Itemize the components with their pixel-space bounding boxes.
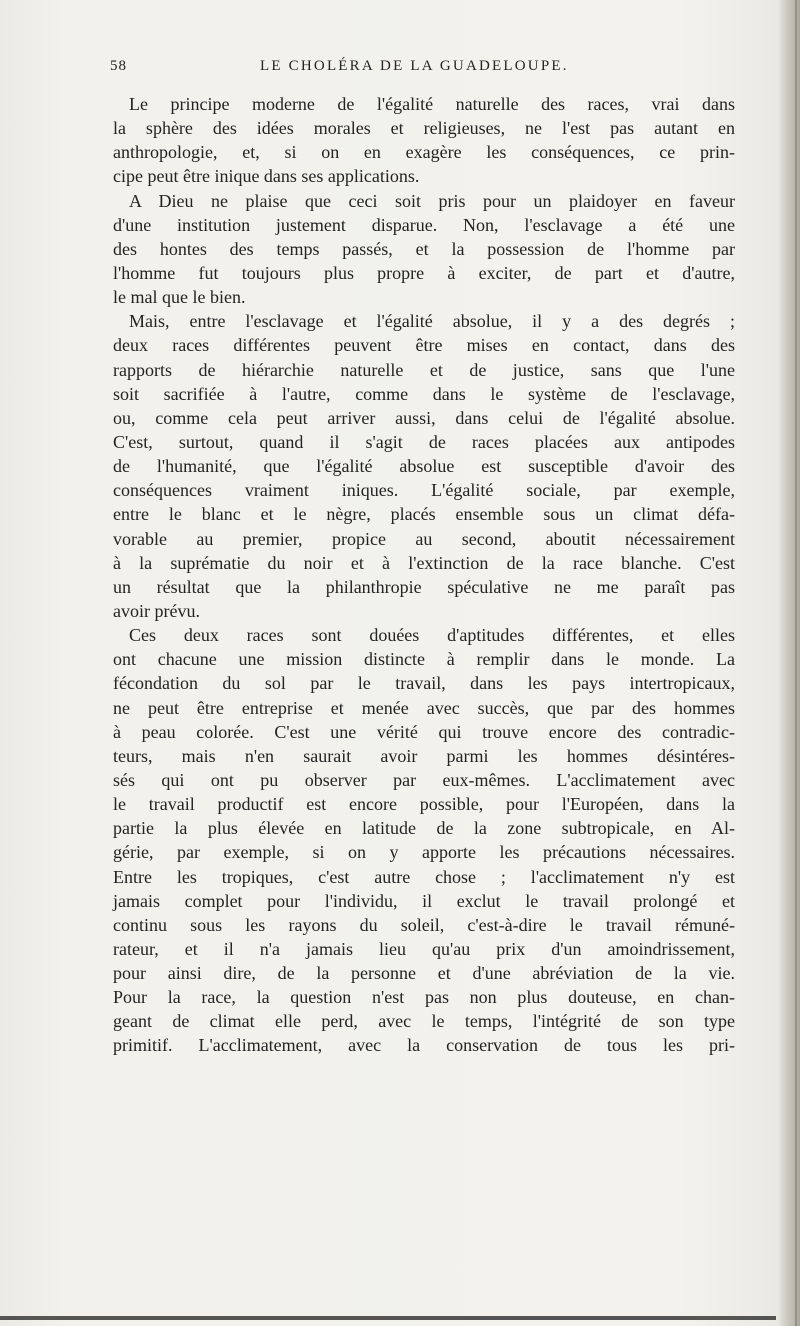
text-line: avoir prévu. <box>113 600 200 621</box>
text-line: conséquences vraiment iniques. L'égalité sociale, par exemple, <box>113 480 735 501</box>
body-text <box>113 92 735 1058</box>
text-line: fécondation du sol par le travail, dans les pays intertropicaux, <box>113 673 735 694</box>
text-line: rapports de hiérarchie naturelle et de justice, sans que l'une <box>113 359 735 380</box>
text-line: gérie, par exemple, si on y apporte les précautions nécessaires. <box>113 842 735 863</box>
text-line: C'est, surtout, quand il s'agit de races placées aux antipodes <box>113 431 735 452</box>
text-line: deux races différentes peuvent être mises en contact, dans des <box>113 335 735 356</box>
text-line: partie la plus élevée en latitude de la zone subtropicale, en Al- <box>113 818 735 839</box>
text-line: entre le blanc et le nègre, placés ensemble sous un climat défa- <box>113 504 735 525</box>
text-line: Le principe moderne de l'égalité naturelle des races, vrai dans <box>129 94 735 114</box>
text-line: cipe peut être inique dans ses applications. <box>113 166 420 187</box>
text-line: des hontes des temps passés, et la possession de l'homme par <box>113 238 735 259</box>
text-line: ne peut être entreprise et menée avec succès, que par des hommes <box>113 697 735 718</box>
text-line: Ces deux races sont douées d'aptitudes différentes, et elles <box>129 625 735 646</box>
text-line: jamais complet pour l'individu, il exclut le travail prolongé et <box>113 890 735 911</box>
text-line: rateur, et il n'a jamais lieu qu'au prix d'un amoindrissement, <box>113 938 735 959</box>
text-line: Mais, entre l'esclavage et l'égalité absolue, il y a des degrés ; <box>129 311 735 332</box>
text-line: Pour la race, la question n'est pas non plus douteuse, en chan- <box>113 987 735 1008</box>
text-line: l'homme fut toujours plus propre à exciter, de part et d'autre, <box>113 262 735 283</box>
text-line: primitif. L'acclimatement, avec la conservation de tous les pri- <box>113 1035 735 1056</box>
text-line: ont chacune une mission distincte à remplir dans le monde. La <box>113 649 735 670</box>
text-line: A Dieu ne plaise que ceci soit pris pour un plaidoyer en faveur <box>129 190 735 211</box>
text-line: la sphère des idées morales et religieuses, ne l'est pas autant en <box>113 118 735 139</box>
text-line: ou, comme cela peut arriver aussi, dans celui de l'égalité absolue. <box>113 407 735 428</box>
text-line: continu sous les rayons du soleil, c'est-à-dire le travail rémuné- <box>113 914 735 935</box>
text-line: soit sacrifiée à l'autre, comme dans le système de l'esclavage, <box>113 383 735 404</box>
text-line: vorable au premier, propice au second, aboutit nécessairement <box>113 528 735 549</box>
running-head: LE CHOLÉRA DE LA GUADELOUPE. <box>260 58 569 74</box>
text-line: à la suprématie du noir et à l'extinction de la race blanche. C'est <box>113 552 735 573</box>
page-number: 58 <box>110 58 127 74</box>
text-line: sés qui ont pu observer par eux-mêmes. L'acclimatement avec <box>113 769 735 790</box>
text-line: pour ainsi dire, de la personne et d'une abréviation de la vie. <box>113 963 735 984</box>
text-line: anthropologie, et, si on en exagère les conséquences, ce prin- <box>113 142 735 163</box>
binding-edge <box>778 0 800 1326</box>
text-line: de l'humanité, que l'égalité absolue est susceptible d'avoir des <box>113 456 735 477</box>
text-line: teurs, mais n'en saurait avoir parmi les hommes désintéres- <box>113 745 735 766</box>
text-line: d'une institution justement disparue. Non, l'esclavage a été une <box>113 214 735 235</box>
bottom-edge-rule <box>0 1316 776 1320</box>
text-line: à peau colorée. C'est une vérité qui trouve encore des contradic- <box>113 721 735 742</box>
text-line: Entre les tropiques, c'est autre chose ; l'acclimatement n'y est <box>113 866 735 887</box>
text-line: un résultat que la philanthropie spéculative ne me paraît pas <box>113 576 735 597</box>
page-header <box>110 58 730 84</box>
text-line: le travail productif est encore possible, pour l'Européen, dans la <box>113 794 735 815</box>
text-line: le mal que le bien. <box>113 287 246 308</box>
text-line: geant de climat elle perd, avec le temps, l'intégrité de son type <box>113 1011 735 1032</box>
